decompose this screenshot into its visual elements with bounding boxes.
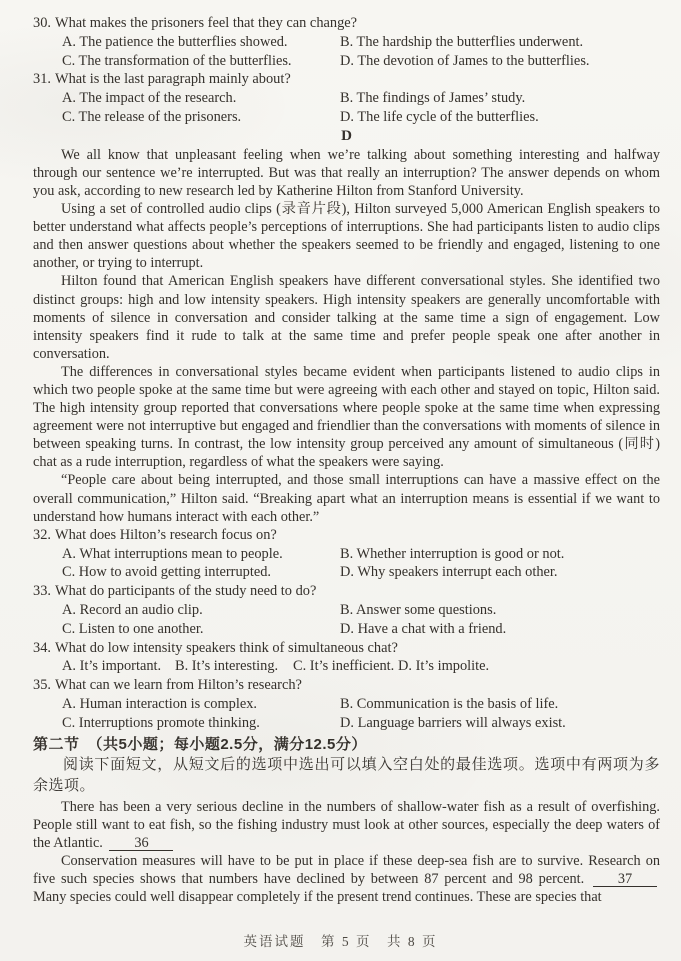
question-stem: What is the last paragraph mainly about? [55,71,291,88]
question-stem-line [33,676,660,695]
option-row [33,714,660,733]
option-row [33,695,660,714]
passage-paragraph-5: “People care about being interrupted, and those small interruptions can have a massive effect on the overall communication,” Hilton said. “Breaking apart what an interruption means is essential if we want to understand how humans interact with each other.” [33,472,660,525]
question-stem: What makes the prisoners feel that they can change? [55,15,358,31]
option-b: B. The findings of James’ study. [340,90,526,107]
option-d: D. Why speakers interrupt each other. [340,564,558,581]
option-row [33,620,660,639]
question-31 [33,70,660,126]
option-b: B. It’s interesting. [175,658,279,675]
option-d: D. The devotion of James to the butterflies. [340,52,590,69]
option-c: C. It’s inefficient. [293,658,395,675]
question-stem-line [33,582,660,601]
option-row [33,601,660,620]
passage-paragraph-4: The differences in conversational styles became evident when participants listened to audio clips in which two people spoke at the same time but were agreeing with each other and stayed on topic, Hilton said. The high intensity group reported that conversations where people spoke at the same time when expressing agreement were not interruptive but engaged and friendlier than the conversations with moments of silence in between speaking turns. In contrast, the low intensity group perceived any amount of simultaneous (同时) chat as a rude interruption, regardless of what the speakers were saying. [33,363,660,471]
passage-paragraph-1: We all know that unpleasant feeling when we’re talking about something interesting and halfway through our sentence we’re interrupted. But was that really an interruption? The answer depends on whom you ask, according to new research led by Katherine Hilton from Stanford University. [33,146,660,199]
option-row [33,52,660,71]
option-c: C. Listen to one another. [62,620,204,637]
question-34 [33,639,660,677]
option-a: A. The impact of the research. [62,90,237,107]
cloze-paragraph-1 [33,798,660,852]
option-a: A. What interruptions mean to people. [62,545,283,562]
question-number: 33. [33,583,51,600]
option-b: B. Answer some questions. [340,601,497,618]
option-row [33,545,660,564]
question-30 [33,14,660,70]
option-b: B. The hardship the butterflies underwent. [340,33,584,50]
question-number: 32. [33,526,51,543]
option-a: A. Record an audio clip. [62,601,203,618]
question-33 [33,582,660,638]
question-stem: What do low intensity speakers think of simultaneous chat? [55,639,398,656]
passage-d-label: D [341,127,352,144]
question-stem-line [33,14,660,33]
question-stem: What can we learn from Hilton’s research? [55,677,302,694]
question-number: 35. [33,677,51,694]
cloze-text: Conservation measures will have to be put in place if these deep-sea fish are to survive. Research on five such species shows that numbers have declined by between 87 percent and 98 percent. [33,852,660,887]
cloze-text: There has been a very serious decline in the numbers of shallow-water fish as a result of overfishing. People still want to eat fish, so the fishing industry must look at other sources, especially the deep waters of the Atlantic. [33,798,660,851]
question-stem: What does Hilton’s research focus on? [55,526,277,543]
section-two-instruction: 阅读下面短文，从短文后的选项中选出可以填入空白处的最佳选项。选项中有两项为多余选项。 [33,756,660,795]
option-d: D. It’s impolite. [398,658,490,675]
option-c: C. Interruptions promote thinking. [62,714,260,731]
question-number: 34. [33,639,51,656]
question-35 [33,676,660,732]
cloze-text: Many species could well disappear completely if the present trend continues. These are species that [33,888,602,905]
question-stem-line [33,70,660,89]
blank-36: 36 [109,836,173,851]
option-row [33,108,660,127]
option-b: B. Communication is the basis of life. [340,695,559,712]
option-row [33,657,660,676]
option-a: A. Human interaction is complex. [62,695,258,712]
option-row [33,89,660,108]
option-d: D. Have a chat with a friend. [340,620,507,637]
question-number: 30. [33,15,51,31]
option-a: A. The patience the butterflies showed. [62,33,288,50]
question-32 [33,526,660,582]
option-d: D. Language barriers will always exist. [340,714,566,731]
question-number: 31. [33,71,51,88]
option-d: D. The life cycle of the butterflies. [340,108,539,125]
blank-37: 37 [593,872,657,887]
option-a: A. It’s important. [62,658,162,675]
page-footer: 英语试题 第 5 页 共 8 页 [243,934,438,949]
option-c: C. How to avoid getting interrupted. [62,564,272,581]
option-c: C. The release of the prisoners. [62,108,242,125]
question-stem-line [33,639,660,658]
option-row [33,33,660,52]
option-c: C. The transformation of the butterflies. [62,52,292,69]
section-two-heading: 第二节 （共5小题；每小题2.5分，满分12.5分） [33,735,367,753]
option-b: B. Whether interruption is good or not. [340,545,565,562]
option-row [33,563,660,582]
passage-paragraph-2: Using a set of controlled audio clips (录音片段), Hilton surveyed 5,000 American English speakers to better understand what affects people’s perceptions of interruptions. She had participants listen to audio clips and then answer questions about whether the speakers seemed to be friendly and engaged, listening to one another, or trying to interrupt. [33,201,660,272]
question-stem-line [33,526,660,545]
passage-d [33,146,660,526]
question-stem: What do participants of the study need to do? [55,583,317,600]
cloze-passage [33,798,660,907]
cloze-paragraph-2 [33,852,660,906]
passage-paragraph-3: Hilton found that American English speakers have different conversational styles. She identified two distinct groups: high and low intensity speakers. High intensity speakers are generally uncomfortable with moments of silence in conversation and consider talking at the same time a sign of engagement. Low intensity speakers find it rude to talk at the same time and prefer people speak one after another in conversation. [33,273,660,362]
